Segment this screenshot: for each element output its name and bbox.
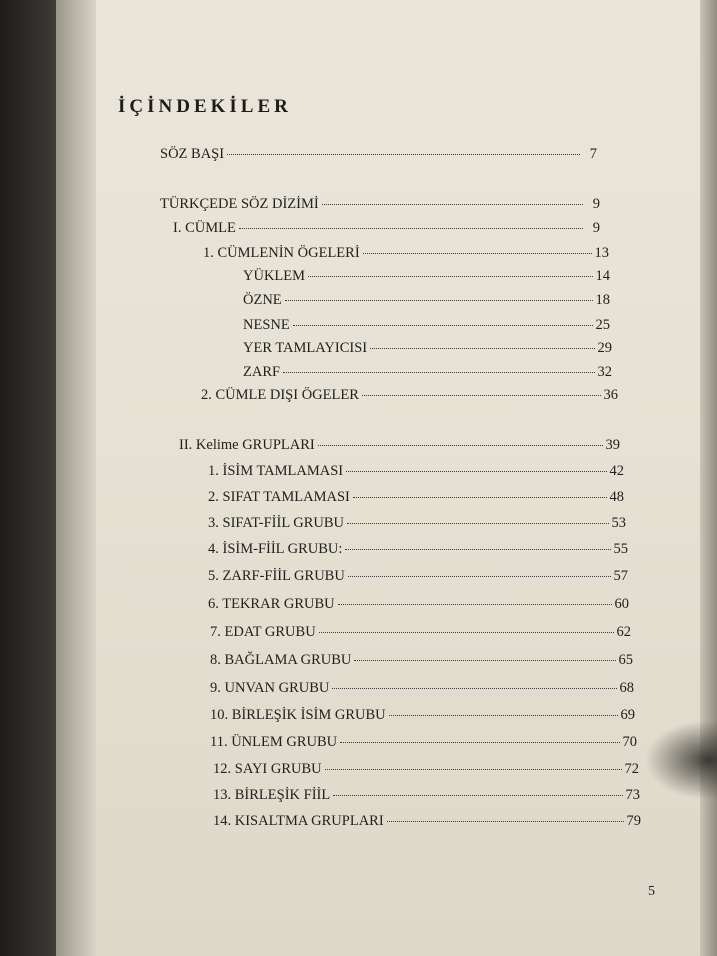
toc-entry	[201, 387, 618, 404]
toc-entry-label: 7. EDAT GRUBU	[210, 624, 316, 640]
toc-entry-page: 32	[597, 364, 612, 380]
toc-entry	[208, 541, 628, 558]
toc-entry-page: 79	[626, 813, 641, 829]
toc-leader-dots	[347, 523, 608, 524]
toc-entry-page: 36	[603, 387, 618, 403]
toc-leader-dots	[345, 549, 610, 550]
toc-entry-label: 3. SIFAT-FİİL GRUBU	[208, 515, 345, 531]
toc-leader-dots	[293, 325, 593, 326]
toc-entry-page: 70	[622, 734, 637, 750]
toc-leader-dots	[338, 604, 612, 605]
toc-entry-label: 1. İSİM TAMLAMASI	[208, 463, 344, 479]
toc-leader-dots	[389, 715, 618, 716]
toc-entry-page: 73	[625, 787, 640, 803]
toc-entry-label: II. Kelime GRUPLARI	[179, 437, 315, 453]
toc-entry-label: I. CÜMLE	[173, 220, 236, 236]
toc-entry-page: 29	[597, 340, 612, 356]
toc-entry-label: 4. İSİM-FİİL GRUBU:	[208, 541, 343, 557]
toc-entry	[243, 317, 610, 334]
toc-entry-label: 2. SIFAT TAMLAMASI	[208, 489, 350, 505]
toc-entry	[213, 761, 639, 778]
toc-entry-label: 2. CÜMLE DIŞI ÖGELER	[201, 387, 359, 403]
toc-leader-dots	[363, 253, 592, 254]
toc-entry-label: 5. ZARF-FİİL GRUBU	[208, 568, 345, 584]
toc-entry-label: 12. SAYI GRUBU	[213, 761, 322, 777]
toc-leader-dots	[354, 660, 615, 661]
toc-entry-page: 9	[592, 196, 600, 212]
toc-entry-page: 42	[609, 463, 624, 479]
toc-entry	[208, 596, 629, 613]
toc-entry-label: 11. ÜNLEM GRUBU	[210, 734, 338, 750]
toc-entry-page: 18	[595, 292, 610, 308]
toc-entry-label: 10. BİRLEŞİK İSİM GRUBU	[210, 707, 386, 723]
toc-entry-label: 9. UNVAN GRUBU	[210, 680, 330, 696]
toc-entry	[203, 245, 609, 262]
page-gutter	[56, 0, 96, 956]
toc-entry-page: 65	[618, 652, 633, 668]
toc-entry	[160, 146, 597, 163]
toc-entry	[208, 463, 624, 480]
toc-leader-dots	[353, 497, 607, 498]
toc-entry-label: SÖZ BAŞI	[160, 146, 225, 162]
toc-leader-dots	[370, 348, 594, 349]
toc-entry	[243, 364, 612, 381]
toc-leader-dots	[227, 154, 580, 155]
toc-leader-dots	[322, 204, 583, 205]
toc-entry-page: 39	[605, 437, 620, 453]
toc-entry-page: 14	[595, 268, 610, 284]
toc-entry	[173, 220, 600, 237]
toc-entry-label: TÜRKÇEDE SÖZ DİZİMİ	[160, 196, 319, 212]
toc-entry	[213, 813, 641, 830]
toc-entry-label: 14. KISALTMA GRUPLARI	[213, 813, 384, 829]
toc-entry	[210, 707, 635, 724]
toc-entry	[243, 268, 610, 285]
toc-entry	[208, 515, 626, 532]
toc-heading: İÇİNDEKİLER	[118, 96, 292, 117]
toc-leader-dots	[239, 228, 583, 229]
toc-entry-label: ZARF	[243, 364, 281, 380]
toc-leader-dots	[362, 395, 601, 396]
toc-entry	[243, 292, 610, 309]
toc-entry-page: 53	[611, 515, 626, 531]
toc-entry	[208, 568, 628, 585]
toc-entry	[210, 624, 631, 641]
toc-leader-dots	[318, 445, 603, 446]
toc-leader-dots	[340, 742, 619, 743]
toc-entry-label: YER TAMLAYICISI	[243, 340, 368, 356]
toc-entry-label: 13. BİRLEŞİK FİİL	[213, 787, 331, 803]
toc-entry	[210, 652, 633, 669]
toc-entry-page: 60	[614, 596, 629, 612]
toc-leader-dots	[283, 372, 594, 373]
finger-shadow	[645, 720, 717, 800]
toc-leader-dots	[333, 795, 622, 796]
toc-entry-page: 9	[592, 220, 600, 236]
toc-entry	[179, 437, 620, 454]
toc-entry-page: 72	[624, 761, 639, 777]
toc-entry	[213, 787, 640, 804]
toc-entry-page: 55	[613, 541, 628, 557]
toc-entry	[243, 340, 612, 357]
toc-entry-page: 48	[609, 489, 624, 505]
page-right-edge	[700, 0, 717, 956]
toc-entry-page: 68	[619, 680, 634, 696]
toc-leader-dots	[348, 576, 611, 577]
toc-leader-dots	[387, 821, 624, 822]
toc-entry-label: 8. BAĞLAMA GRUBU	[210, 652, 352, 668]
toc-leader-dots	[319, 632, 614, 633]
toc-leader-dots	[325, 769, 622, 770]
toc-leader-dots	[308, 276, 592, 277]
page-number: 5	[648, 884, 655, 899]
toc-leader-dots	[346, 471, 606, 472]
toc-entry	[160, 196, 600, 213]
toc-leader-dots	[285, 300, 593, 301]
toc-entry-label: 6. TEKRAR GRUBU	[208, 596, 335, 612]
toc-entry-page: 25	[595, 317, 610, 333]
toc-entry-page: 7	[589, 146, 597, 162]
toc-entry-page: 62	[616, 624, 631, 640]
toc-entry-label: ÖZNE	[243, 292, 282, 308]
toc-entry-page: 57	[613, 568, 628, 584]
toc-entry	[210, 680, 634, 697]
toc-entry-label: YÜKLEM	[243, 268, 306, 284]
toc-entry	[210, 734, 637, 751]
toc-entry-label: 1. CÜMLENİN ÖGELERİ	[203, 245, 360, 261]
toc-leader-dots	[332, 688, 616, 689]
toc-entry-page: 13	[594, 245, 609, 261]
toc-entry	[208, 489, 624, 506]
toc-entry-page: 69	[620, 707, 635, 723]
toc-entry-label: NESNE	[243, 317, 290, 333]
